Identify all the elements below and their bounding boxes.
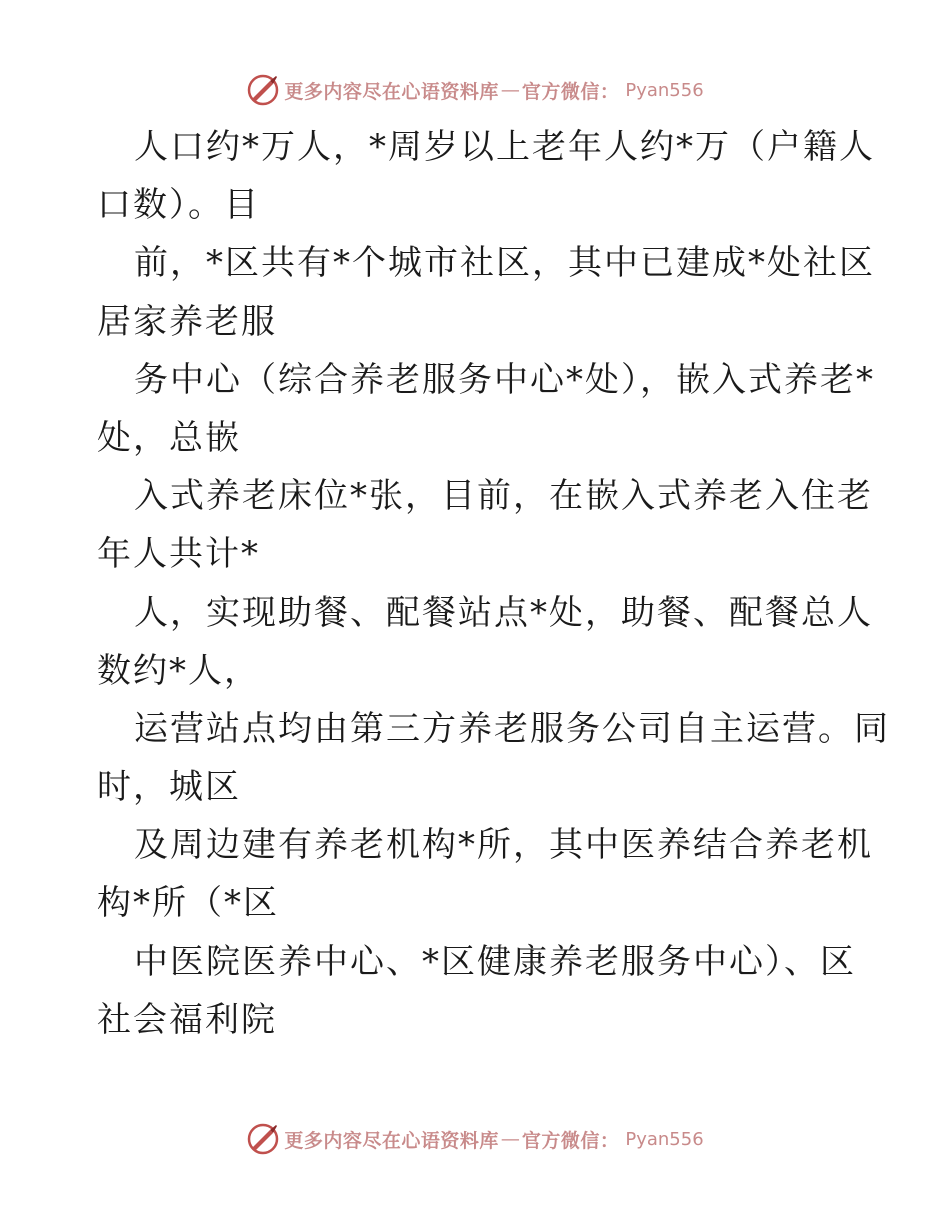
document-body <box>97 118 890 1049</box>
body-line: 年人共计* <box>97 534 260 575</box>
wechat-id: Pyan556 <box>625 1128 704 1150</box>
quill-seal-icon <box>246 1122 280 1156</box>
wechat-label: 官方微信： <box>521 80 620 103</box>
body-line: 构*所（*区 <box>97 883 279 924</box>
body-line: 社会福利院 <box>97 999 277 1040</box>
wechat-label: 官方微信： <box>521 1129 620 1152</box>
wechat-id: Pyan556 <box>625 79 704 101</box>
body-line: 前，*区共有*个城市社区，其中已建成*处社区 <box>134 243 875 284</box>
banner-dash: — <box>500 79 520 101</box>
body-line: 及周边建有养老机构*所，其中医养结合养老机 <box>134 825 873 866</box>
body-line: 人，实现助餐、配餐站点*处，助餐、配餐总人 <box>134 592 873 633</box>
banner-text: 更多内容尽在心语资料库 <box>284 80 499 103</box>
body-line: 务中心（综合养老服务中心*处），嵌入式养老* <box>134 359 875 400</box>
footer-watermark-banner <box>0 1119 950 1159</box>
body-line: 运营站点均由第三方养老服务公司自主运营。同 <box>134 708 890 749</box>
body-line: 数约*人， <box>97 650 260 691</box>
body-line: 处，总嵌 <box>97 417 241 458</box>
body-line: 居家养老服 <box>97 301 277 342</box>
quill-seal-icon <box>246 73 280 107</box>
body-line: 口数）。目 <box>97 185 260 226</box>
banner-text: 更多内容尽在心语资料库 <box>284 1129 499 1152</box>
body-line: 中医院医养中心、*区健康养老服务中心）、区 <box>134 941 856 982</box>
body-line: 时，城区 <box>97 767 241 808</box>
body-line: 入式养老床位*张，目前，在嵌入式养老入住老 <box>134 476 873 517</box>
banner-dash: — <box>500 1128 520 1150</box>
body-line: 人口约*万人，*周岁以上老年人约*万（户籍人 <box>134 127 875 167</box>
header-watermark-banner <box>0 70 950 110</box>
